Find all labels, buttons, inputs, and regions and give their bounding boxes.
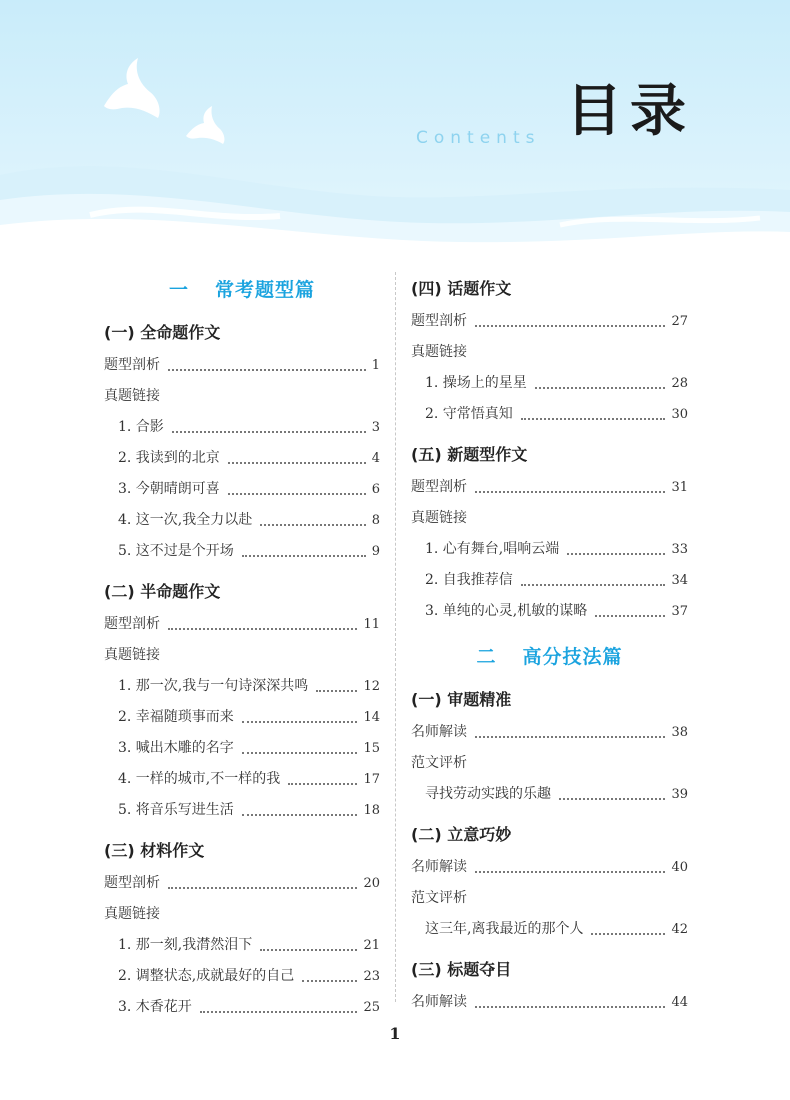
toc-entry[interactable] <box>411 779 688 810</box>
toc-entry[interactable] <box>104 412 380 443</box>
leader-dots <box>595 615 665 617</box>
toc-entry[interactable] <box>104 930 380 961</box>
leader-dots <box>288 783 357 785</box>
leader-dots <box>475 871 665 873</box>
leader-dots <box>168 887 357 889</box>
page-number: 1 <box>389 1024 401 1043</box>
leader-dots <box>521 418 666 420</box>
toc-entry[interactable] <box>104 733 380 764</box>
entry-label: 寻找劳动实践的乐趣 <box>425 786 551 802</box>
entry-page: 15 <box>363 741 380 756</box>
entry-label: 2. 我读到的北京 <box>118 450 220 466</box>
entry-page: 37 <box>671 604 688 619</box>
part-two-number: 二 <box>476 646 497 668</box>
leader-dots <box>475 325 665 327</box>
toc-entry[interactable] <box>411 596 688 627</box>
entry-page: 38 <box>671 725 688 740</box>
contents-label: Contents <box>416 128 541 148</box>
subheading: 范文评析 <box>411 890 467 906</box>
entry-page: 12 <box>363 679 380 694</box>
leader-dots <box>172 431 366 433</box>
entry-label: 5. 将音乐写进生活 <box>118 802 234 818</box>
leader-dots <box>228 493 366 495</box>
toc-entry[interactable] <box>411 565 688 596</box>
subheading: 真题链接 <box>104 647 160 663</box>
entry-label: 4. 一样的城市,不一样的我 <box>118 771 281 787</box>
entry-page: 27 <box>671 314 688 329</box>
entry-page: 3 <box>371 420 380 435</box>
toc-entry[interactable] <box>411 368 688 399</box>
toc-entry[interactable] <box>104 474 380 505</box>
subheading: 真题链接 <box>411 344 467 360</box>
subheading: 真题链接 <box>104 388 160 404</box>
entry-label: 3. 喊出木雕的名字 <box>118 740 234 756</box>
section-heading: (二) 半命题作文 <box>104 582 221 601</box>
toc-entry[interactable] <box>411 717 688 748</box>
entry-page: 17 <box>363 772 380 787</box>
entry-page: 40 <box>671 860 688 875</box>
leader-dots <box>242 721 358 723</box>
entry-label: 3. 木香花开 <box>118 999 192 1015</box>
leader-dots <box>242 555 366 557</box>
toc-entry[interactable] <box>104 350 380 381</box>
entry-page: 25 <box>363 1000 380 1015</box>
section-heading: (二) 立意巧妙 <box>411 825 512 844</box>
toc-entry[interactable] <box>411 852 688 883</box>
entry-page: 33 <box>671 542 688 557</box>
entry-page: 9 <box>371 544 380 559</box>
entry-page: 31 <box>671 480 688 495</box>
entry-page: 1 <box>371 358 380 373</box>
entry-label: 题型剖析 <box>104 875 160 891</box>
section-heading: (一) 审题精准 <box>411 690 512 709</box>
part-one-heading <box>104 272 380 308</box>
leader-dots <box>260 949 357 951</box>
toc-entry[interactable] <box>411 914 688 945</box>
toc-entry[interactable] <box>104 702 380 733</box>
entry-label: 这三年,离我最近的那个人 <box>425 921 584 937</box>
entry-label: 3. 单纯的心灵,机敏的谋略 <box>425 603 588 619</box>
entry-label: 题型剖析 <box>104 357 160 373</box>
entry-label: 题型剖析 <box>411 479 467 495</box>
subheading: 真题链接 <box>104 906 160 922</box>
entry-label: 2. 调整状态,成就最好的自己 <box>118 968 295 984</box>
toc-entry[interactable] <box>411 534 688 565</box>
toc-entry[interactable] <box>104 868 380 899</box>
part-one-name: 常考题型篇 <box>215 279 316 301</box>
leader-dots <box>242 814 358 816</box>
section-heading: (一) 全命题作文 <box>104 323 221 342</box>
header-banner <box>0 0 790 250</box>
entry-label: 5. 这不过是个开场 <box>118 543 234 559</box>
entry-label: 名师解读 <box>411 859 467 875</box>
entry-label: 1. 操场上的星星 <box>425 375 527 391</box>
toc-entry[interactable] <box>104 609 380 640</box>
entry-page: 39 <box>671 787 688 802</box>
leader-dots <box>535 387 666 389</box>
leader-dots <box>168 628 357 630</box>
toc-entry[interactable] <box>411 306 688 337</box>
section-heading: (四) 话题作文 <box>411 279 512 298</box>
leader-dots <box>567 553 665 555</box>
leader-dots <box>475 491 665 493</box>
entry-page: 44 <box>671 995 688 1010</box>
section-heading: (三) 材料作文 <box>104 841 205 860</box>
entry-label: 2. 守常悟真知 <box>425 406 513 422</box>
column-divider <box>395 272 396 1002</box>
toc-entry[interactable] <box>104 992 380 1023</box>
entry-label: 1. 那一次,我与一句诗深深共鸣 <box>118 678 309 694</box>
part-two-heading <box>411 639 688 675</box>
entry-label: 1. 那一刻,我潸然泪下 <box>118 937 253 953</box>
entry-label: 3. 今朝晴朗可喜 <box>118 481 220 497</box>
entry-page: 28 <box>671 376 688 391</box>
entry-page: 14 <box>363 710 380 725</box>
leader-dots <box>475 736 665 738</box>
toc-entry[interactable] <box>104 505 380 536</box>
leader-dots <box>316 690 357 692</box>
entry-label: 名师解读 <box>411 724 467 740</box>
leader-dots <box>521 584 666 586</box>
toc-entry[interactable] <box>104 961 380 992</box>
entry-page: 42 <box>671 922 688 937</box>
entry-page: 4 <box>371 451 380 466</box>
toc-entry[interactable] <box>411 399 688 430</box>
toc-right-column <box>411 272 688 1018</box>
leader-dots <box>168 369 366 371</box>
entry-page: 8 <box>371 513 380 528</box>
toc-entry[interactable] <box>104 764 380 795</box>
section-heading: (三) 标题夺目 <box>411 960 512 979</box>
entry-page: 34 <box>671 573 688 588</box>
leader-dots <box>242 752 358 754</box>
entry-label: 1. 心有舞台,唱响云端 <box>425 541 560 557</box>
leader-dots <box>200 1011 358 1013</box>
entry-page: 23 <box>363 969 380 984</box>
toc-entry[interactable] <box>104 443 380 474</box>
leader-dots <box>302 980 357 982</box>
leader-dots <box>260 524 365 526</box>
toc-entry[interactable] <box>104 795 380 826</box>
toc-entry[interactable] <box>104 671 380 702</box>
entry-label: 2. 自我推荐信 <box>425 572 513 588</box>
entry-label: 题型剖析 <box>104 616 160 632</box>
entry-page: 20 <box>363 876 380 891</box>
entry-page: 18 <box>363 803 380 818</box>
subheading: 真题链接 <box>411 510 467 526</box>
leader-dots <box>475 1006 665 1008</box>
entry-label: 名师解读 <box>411 994 467 1010</box>
entry-page: 30 <box>671 407 688 422</box>
part-one-number: 一 <box>168 279 189 301</box>
leader-dots <box>559 798 665 800</box>
part-two-name: 高分技法篇 <box>522 646 623 668</box>
section-heading: (五) 新题型作文 <box>411 445 528 464</box>
toc-left-column <box>104 272 380 1023</box>
entry-page: 21 <box>363 938 380 953</box>
leader-dots <box>591 933 665 935</box>
subheading: 范文评析 <box>411 755 467 771</box>
entry-label: 4. 这一次,我全力以赴 <box>118 512 253 528</box>
toc-entry[interactable] <box>411 472 688 503</box>
entry-label: 1. 合影 <box>118 419 164 435</box>
toc-entry[interactable] <box>411 987 688 1018</box>
leader-dots <box>228 462 366 464</box>
entry-page: 11 <box>363 617 380 632</box>
page-title: 目录 <box>566 79 694 144</box>
entry-label: 2. 幸福随琐事而来 <box>118 709 234 725</box>
entry-page: 6 <box>371 482 380 497</box>
entry-label: 题型剖析 <box>411 313 467 329</box>
toc-entry[interactable] <box>104 536 380 567</box>
